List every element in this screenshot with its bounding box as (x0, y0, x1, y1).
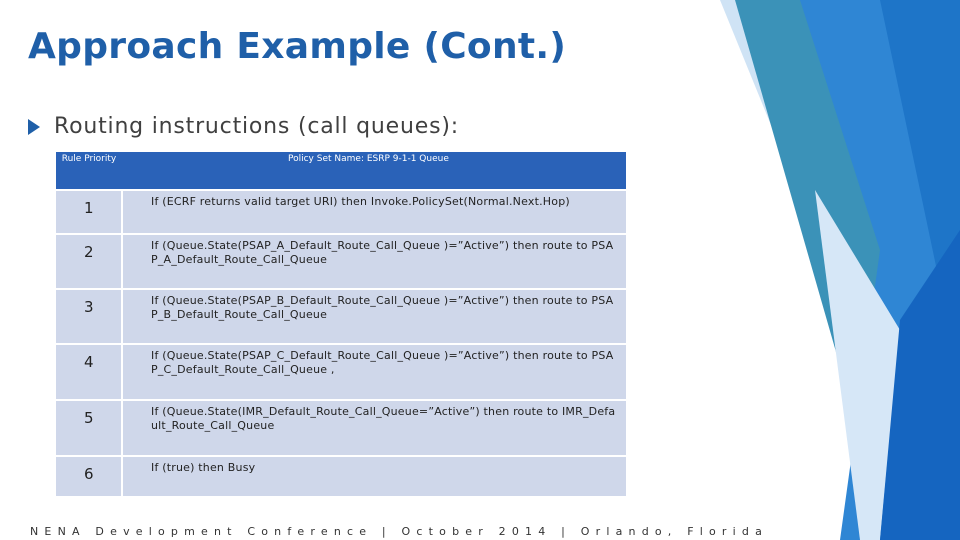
table-row (56, 190, 626, 234)
rule-priority-cell: 3 (56, 289, 122, 344)
table-row (56, 289, 626, 344)
rule-priority-cell: 2 (56, 234, 122, 289)
slide-footer: NENA Development Conference | October 2014 | Orlando, Florida (30, 525, 769, 538)
table-header-row (56, 152, 626, 190)
rule-priority-cell: 6 (56, 456, 122, 496)
rule-text-cell: If (Queue.State(PSAP_B_Default_Route_Call_Queue )=”Active”) then route to PSAP_B_Default_Route_Call_Queue (122, 289, 626, 344)
rule-priority-cell: 1 (56, 190, 122, 234)
table-row (56, 234, 626, 289)
rule-text-cell: If (true) then Busy (122, 456, 626, 496)
slide-title: Approach Example (Cont.) (28, 26, 567, 67)
triangle-bullet-icon (28, 119, 40, 135)
header-policy-set-name: Policy Set Name: ESRP 9-1-1 Queue (122, 152, 626, 190)
rule-text-cell: If (ECRF returns valid target URI) then Invoke.PolicySet(Normal.Next.Hop) (122, 190, 626, 234)
rule-priority-cell: 5 (56, 400, 122, 456)
rule-text-cell: If (Queue.State(PSAP_C_Default_Route_Call_Queue )=”Active”) then route to PSAP_C_Default_Route_Call_Queue , (122, 344, 626, 400)
rule-text-cell: If (Queue.State(PSAP_A_Default_Route_Call_Queue )=”Active”) then route to PSAP_A_Default_Route_Call_Queue (122, 234, 626, 289)
table-row (56, 344, 626, 400)
bullet-text: Routing instructions (call queues): (54, 114, 459, 139)
rule-priority-cell: 4 (56, 344, 122, 400)
routing-rules-table (56, 152, 626, 496)
bullet-item (28, 114, 459, 139)
header-rule-priority: Rule Priority (56, 152, 122, 190)
rule-text-cell: If (Queue.State(IMR_Default_Route_Call_Queue=”Active”) then route to IMR_Default_Route_Call_Queue (122, 400, 626, 456)
table-row (56, 400, 626, 456)
table-row (56, 456, 626, 496)
